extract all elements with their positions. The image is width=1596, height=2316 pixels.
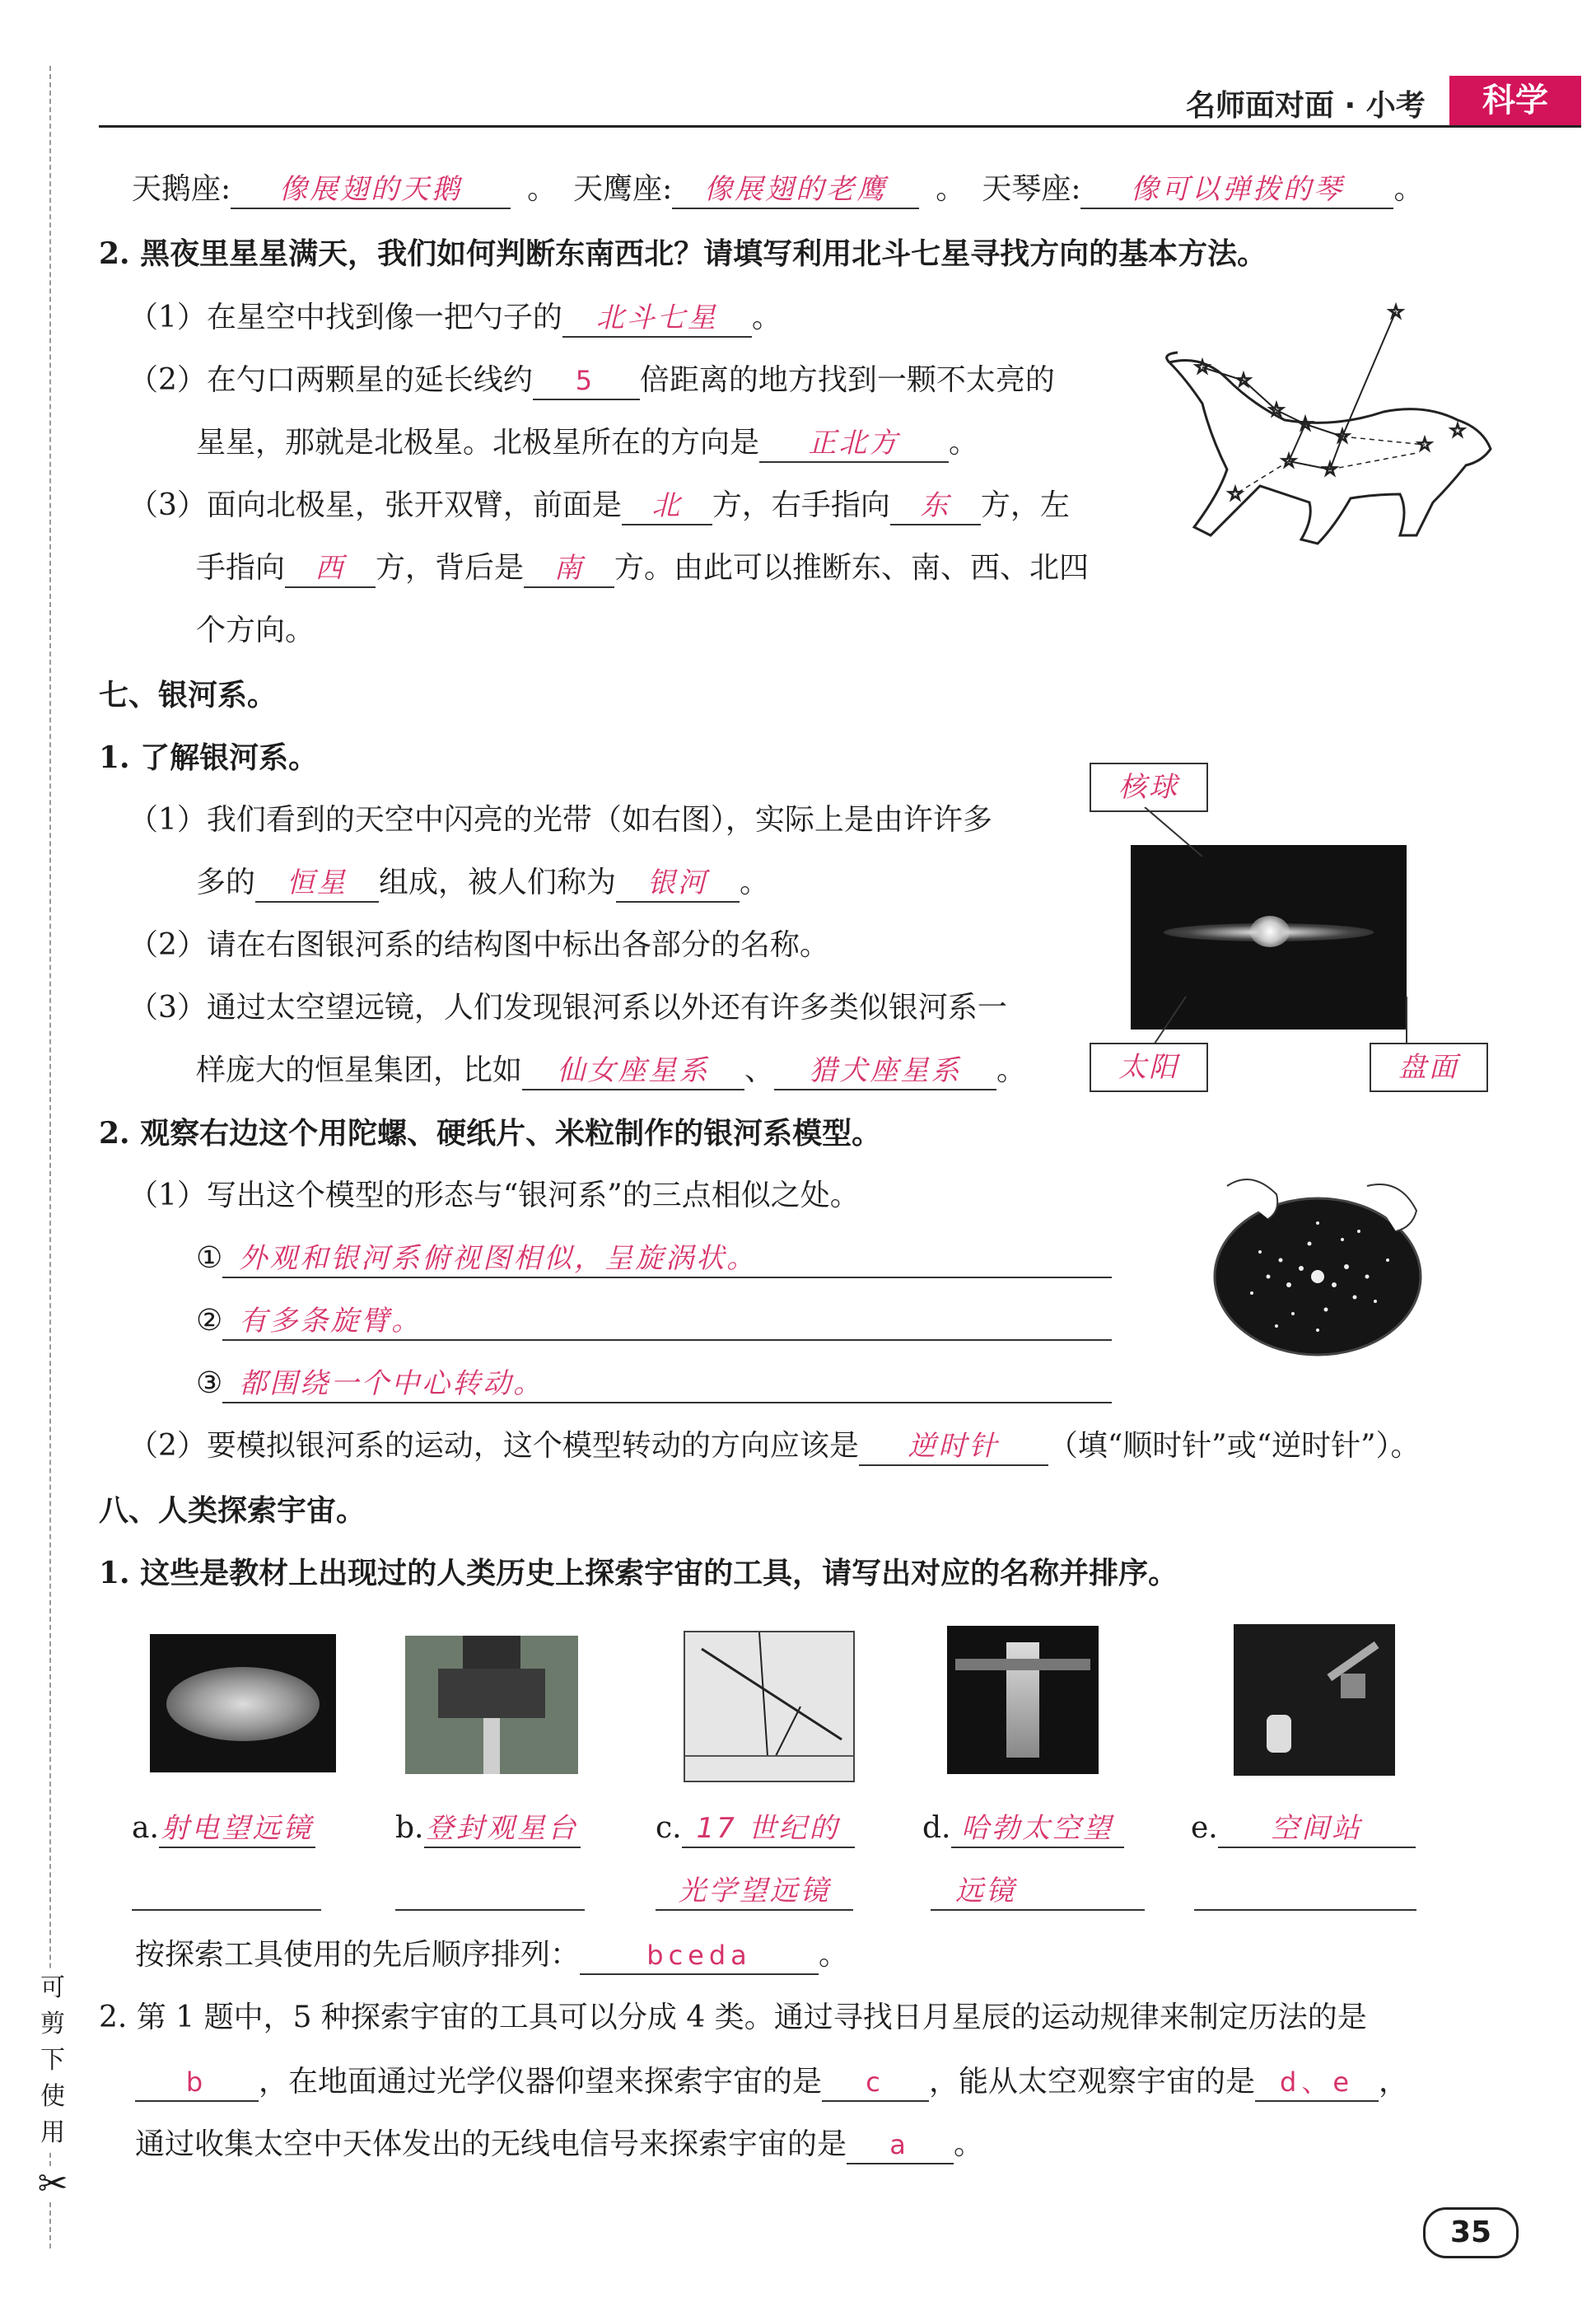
observatory-image (405, 1636, 578, 1774)
s7-p2: （2）请在右图银河系的结构图中标出各部分的名称。 (128, 928, 829, 962)
ursa-major-figure (1153, 288, 1507, 560)
q2-step-3: （3）面向北极星，张开双臂，前面是 北 方，右手指向 东 方，左 (128, 486, 1070, 525)
lyra-blank[interactable] (1080, 171, 1393, 209)
svg-text:☆: ☆ (1322, 460, 1338, 480)
cut-note-5: 用 (36, 2115, 69, 2151)
label-core: 核球 (1118, 771, 1179, 804)
q2-s3-right-blank[interactable]: 东 (890, 488, 981, 525)
q2-s1-blank[interactable]: 北斗七星 (562, 300, 752, 338)
q2-step-2: （2）在勺口两颗星的延长线约 5 倍距离的地方找到一颗不太亮的 (128, 361, 1055, 400)
page-number: 35 (1423, 2207, 1519, 2258)
similarity-3-blank[interactable]: 都围绕一个中心转动。 (222, 1366, 1112, 1403)
cut-line (49, 66, 51, 2248)
q2-step-1: （1）在星空中找到像一把勺子的 北斗七星 。 (128, 298, 782, 338)
similarity-1: ① 外观和银河系俯视图相似，呈旋涡状。 (196, 1239, 1112, 1278)
cut-note-2: 剪 (36, 2006, 69, 2043)
s7-p3-cont: 样庞大的恒星集团，比如 仙女座星系 、 猎犬座星系 。 (196, 1051, 1026, 1090)
svg-text:☆: ☆ (1194, 357, 1211, 378)
svg-text:☆: ☆ (1268, 400, 1285, 421)
tool-e-blank[interactable]: 空间站 (1218, 1810, 1416, 1848)
section-7-q2-title: 2. 观察右边这个用陀螺、硬纸片、米粒制作的银河系模型。 (99, 1116, 882, 1151)
section-8-q1-title: 1. 这些是教材上出现过的人类历史上探索宇宙的工具，请写出对应的名称并排序。 (99, 1556, 1178, 1590)
q2-s3-back-blank[interactable]: 南 (524, 550, 614, 588)
tool-b: b.登封观星台 (395, 1809, 581, 1848)
s8-q2-cont: b ，在地面通过光学仪器仰望来探索宇宙的是 c ，能从太空观察宇宙的是 d、e ， (135, 2062, 1408, 2102)
aquila-answer: 像展翅的老鹰 (704, 173, 888, 206)
cut-note-1: 可 (36, 1970, 69, 2006)
radio-telescope-image (150, 1634, 336, 1772)
subject-badge: 科学 (1449, 76, 1581, 125)
cut-note-3: 下 (36, 2043, 69, 2079)
scissors-icon: ✂ (37, 2163, 68, 2205)
tool-e-blank-2[interactable] (1194, 1873, 1416, 1911)
tool-e: e. 空间站 (1191, 1809, 1416, 1848)
s8-q2: 2. 第 1 题中，5 种探索宇宙的工具可以分成 4 类。通过寻找日月星辰的运动规律来制定历法的是 (99, 2001, 1367, 2034)
svg-text:☆: ☆ (1235, 371, 1252, 391)
optical-tool-blank[interactable]: c (822, 2064, 929, 2102)
space-tool-blank[interactable]: d、e (1255, 2064, 1379, 2102)
calendar-tool-blank[interactable]: b (135, 2064, 259, 2102)
tool-order-blank[interactable]: bceda (580, 1937, 819, 1975)
similarity-3: ③ 都围绕一个中心转动。 (196, 1364, 1112, 1403)
s8-q2-end: 通过收集太空中天体发出的无线电信号来探索宇宙的是 a 。 (135, 2125, 983, 2164)
s7-p1-blank2[interactable]: 银河 (616, 865, 740, 903)
tool-a-blank-2[interactable] (132, 1873, 321, 1911)
cygnus-label: 天鹅座: (132, 172, 231, 206)
q2-s2-blank[interactable]: 5 (533, 362, 640, 400)
svg-text:☆: ☆ (1416, 435, 1433, 455)
constellation-answers: 天鹅座: 像展翅的天鹅 。 天鹰座: 像展翅的老鹰 。 天琴座: 像可以弹拨的琴 。 (132, 170, 1423, 209)
optical-telescope-image (684, 1631, 855, 1782)
radio-tool-blank[interactable]: a (847, 2127, 954, 2164)
similarity-2-blank[interactable]: 有多条旋臂。 (222, 1303, 1112, 1341)
q2-step-3-cont: 手指向 西 方，背后是 南 方。由此可以推断东、南、西、北四 (196, 549, 1089, 588)
rotation-direction-blank[interactable]: 逆时针 (859, 1428, 1048, 1466)
tool-d-blank[interactable]: 哈勃太空望 (951, 1810, 1124, 1848)
s7-p3-blank2[interactable]: 猎犬座星系 (774, 1053, 996, 1090)
similarity-2: ② 有多条旋臂。 (196, 1301, 1112, 1341)
q2-s2b-blank[interactable]: 正北方 (759, 425, 949, 463)
label-disk-box (1370, 1043, 1488, 1092)
svg-text:☆: ☆ (1227, 484, 1244, 505)
tool-c-blank[interactable]: 17 世纪的 (682, 1810, 855, 1848)
aquila-blank[interactable] (672, 171, 919, 209)
s7-p1-blank1[interactable]: 恒星 (255, 865, 379, 903)
cygnus-blank[interactable] (231, 171, 511, 209)
book-title: 名师面对面 · 小考 (1186, 89, 1426, 123)
q2-s3-front-blank[interactable]: 北 (622, 488, 712, 525)
s7-p1-cont: 多的 恒星 组成，被人们称为 银河 。 (196, 863, 769, 903)
galaxy-model-image (1202, 1161, 1433, 1359)
lyra-label: 天琴座: (982, 172, 1081, 206)
svg-text:☆: ☆ (1297, 414, 1314, 435)
s7-p3-blank1[interactable]: 仙女座星系 (522, 1053, 744, 1090)
tool-b-blank[interactable]: 登封观星台 (424, 1810, 581, 1848)
galaxy-pointer-lines (1071, 807, 1499, 1071)
tool-b-blank-2[interactable] (395, 1873, 585, 1911)
section-7-heading: 七、银河系。 (99, 678, 278, 712)
q2-step-3-end: 个方向。 (196, 614, 315, 647)
label-disk: 盘面 (1398, 1051, 1459, 1084)
aquila-label: 天鹰座: (573, 172, 673, 206)
svg-text:☆: ☆ (1388, 302, 1404, 323)
question-2-title: 2. 黑夜里星星满天，我们如何判断东南西北？请填写利用北斗七星寻找方向的基本方法。 (99, 236, 1267, 271)
label-core-box (1090, 763, 1208, 812)
label-sun: 太阳 (1118, 1051, 1179, 1084)
header-rule (99, 125, 1581, 128)
q2-s3-left-blank[interactable]: 西 (285, 550, 376, 588)
tool-a: a.射电望远镜 (132, 1809, 315, 1848)
label-sun-box (1090, 1043, 1208, 1092)
s7-p3: （3）通过太空望远镜，人们发现银河系以外还有许多类似银河系一 (128, 991, 1007, 1025)
s7-q2-p1: （1）写出这个模型的形态与“银河系”的三点相似之处。 (128, 1179, 860, 1212)
svg-text:☆: ☆ (1334, 427, 1351, 447)
cygnus-answer: 像展翅的天鹅 (279, 173, 463, 206)
similarity-1-blank[interactable]: 外观和银河系俯视图相似，呈旋涡状。 (222, 1240, 1112, 1278)
svg-text:☆: ☆ (1449, 421, 1466, 441)
section-8-heading: 八、人类探索宇宙。 (99, 1493, 366, 1528)
svg-text:☆: ☆ (1281, 451, 1297, 472)
s7-q2-p2: （2）要模拟银河系的运动，这个模型转动的方向应该是 逆时针 （填“顺时针”或“逆时针”）。 (128, 1426, 1421, 1466)
section-7-q1-title: 1. 了解银河系。 (99, 740, 319, 775)
cut-note-4: 使 (36, 2079, 69, 2115)
tool-a-blank[interactable]: 射电望远镜 (159, 1810, 315, 1848)
tool-c: c. 17 世纪的 (656, 1809, 855, 1848)
tool-d-blank-2[interactable]: 远镜 (931, 1873, 1145, 1911)
hubble-telescope-image (947, 1626, 1099, 1774)
tool-d: d. 哈勃太空望 (922, 1809, 1124, 1848)
s7-p1: （1）我们看到的天空中闪亮的光带（如右图），实际上是由许许多 (128, 803, 992, 837)
tool-c-blank-2[interactable]: 光学望远镜 (656, 1873, 853, 1911)
q2-step-2-cont: 星星，那就是北极星。北极星所在的方向是 正北方 。 (196, 423, 978, 463)
lyra-answer: 像可以弹拨的琴 (1130, 173, 1344, 206)
tool-order: 按探索工具使用的先后顺序排列： bceda 。 (135, 1935, 848, 1975)
space-station-image (1234, 1624, 1395, 1776)
